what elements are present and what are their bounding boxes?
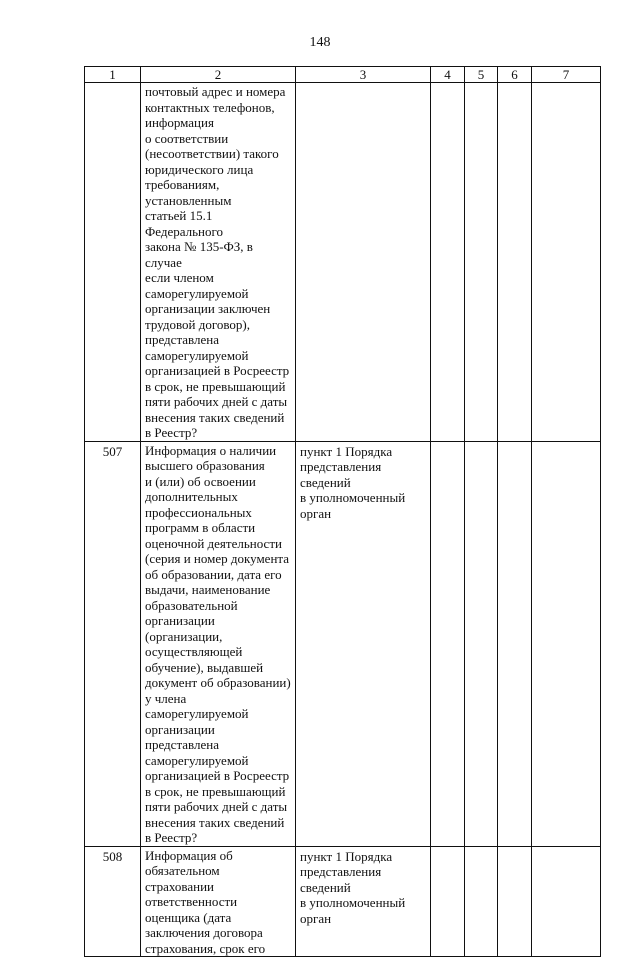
column-header-2: 2 (141, 67, 296, 83)
legal-basis: пункт 1 Порядка представления сведений в уполномоченный орган (296, 846, 431, 957)
column-header-6: 6 (498, 67, 532, 83)
question-text: Информация об обязательном страховании ответственности оценщика (дата заключения договора страхования, срок его (141, 846, 296, 957)
page-number: 148 (309, 35, 331, 50)
column-header-7: 7 (532, 67, 601, 83)
column-header-4: 4 (431, 67, 465, 83)
legal-basis (296, 83, 431, 442)
legal-basis: пункт 1 Порядка представления сведений в уполномоченный орган (296, 441, 431, 846)
row-number: 507 (85, 441, 141, 846)
table-row (85, 846, 601, 957)
answer-cell-5 (465, 846, 498, 957)
column-header-3: 3 (296, 67, 431, 83)
question-text: Информация о наличии высшего образования и (или) об освоении дополнительных профессиональных программ в области оценочной деятельности (серия и номер документа об образовании, дата его выдачи, наименование образовательной организации (организации, осуществляющей обучение), выдавшей документ об образовании) у члена саморегулируемой организации представлена саморегулируемой организацией в Росреестр в срок, не превышающий пяти рабочих дней с даты внесения таких сведений в Реестр? (141, 441, 296, 846)
answer-cell-7 (532, 441, 601, 846)
row-number: 508 (85, 846, 141, 957)
answer-cell-4 (431, 441, 465, 846)
column-header-1: 1 (85, 67, 141, 83)
checklist-table (84, 66, 601, 957)
answer-cell-6 (498, 846, 532, 957)
answer-cell-7 (532, 846, 601, 957)
row-number (85, 83, 141, 442)
table-row (85, 441, 601, 846)
answer-cell-5 (465, 441, 498, 846)
answer-cell-4 (431, 846, 465, 957)
column-header-5: 5 (465, 67, 498, 83)
answer-cell-6 (498, 83, 532, 442)
answer-cell-7 (532, 83, 601, 442)
answer-cell-5 (465, 83, 498, 442)
answer-cell-4 (431, 83, 465, 442)
table-row (85, 83, 601, 442)
answer-cell-6 (498, 441, 532, 846)
question-text: почтовый адрес и номера контактных телефонов, информация о соответствии (несоответствии) такого юридического лица требованиям, установленным статьей 15.1 Федерального закона № 135-ФЗ, в случае если членом саморегулируемой организации заключен трудовой договор), представлена саморегулируемой организацией в Росреестр в срок, не превышающий пяти рабочих дней с даты внесения таких сведений в Реестр? (141, 83, 296, 442)
table-header-row (85, 67, 601, 83)
